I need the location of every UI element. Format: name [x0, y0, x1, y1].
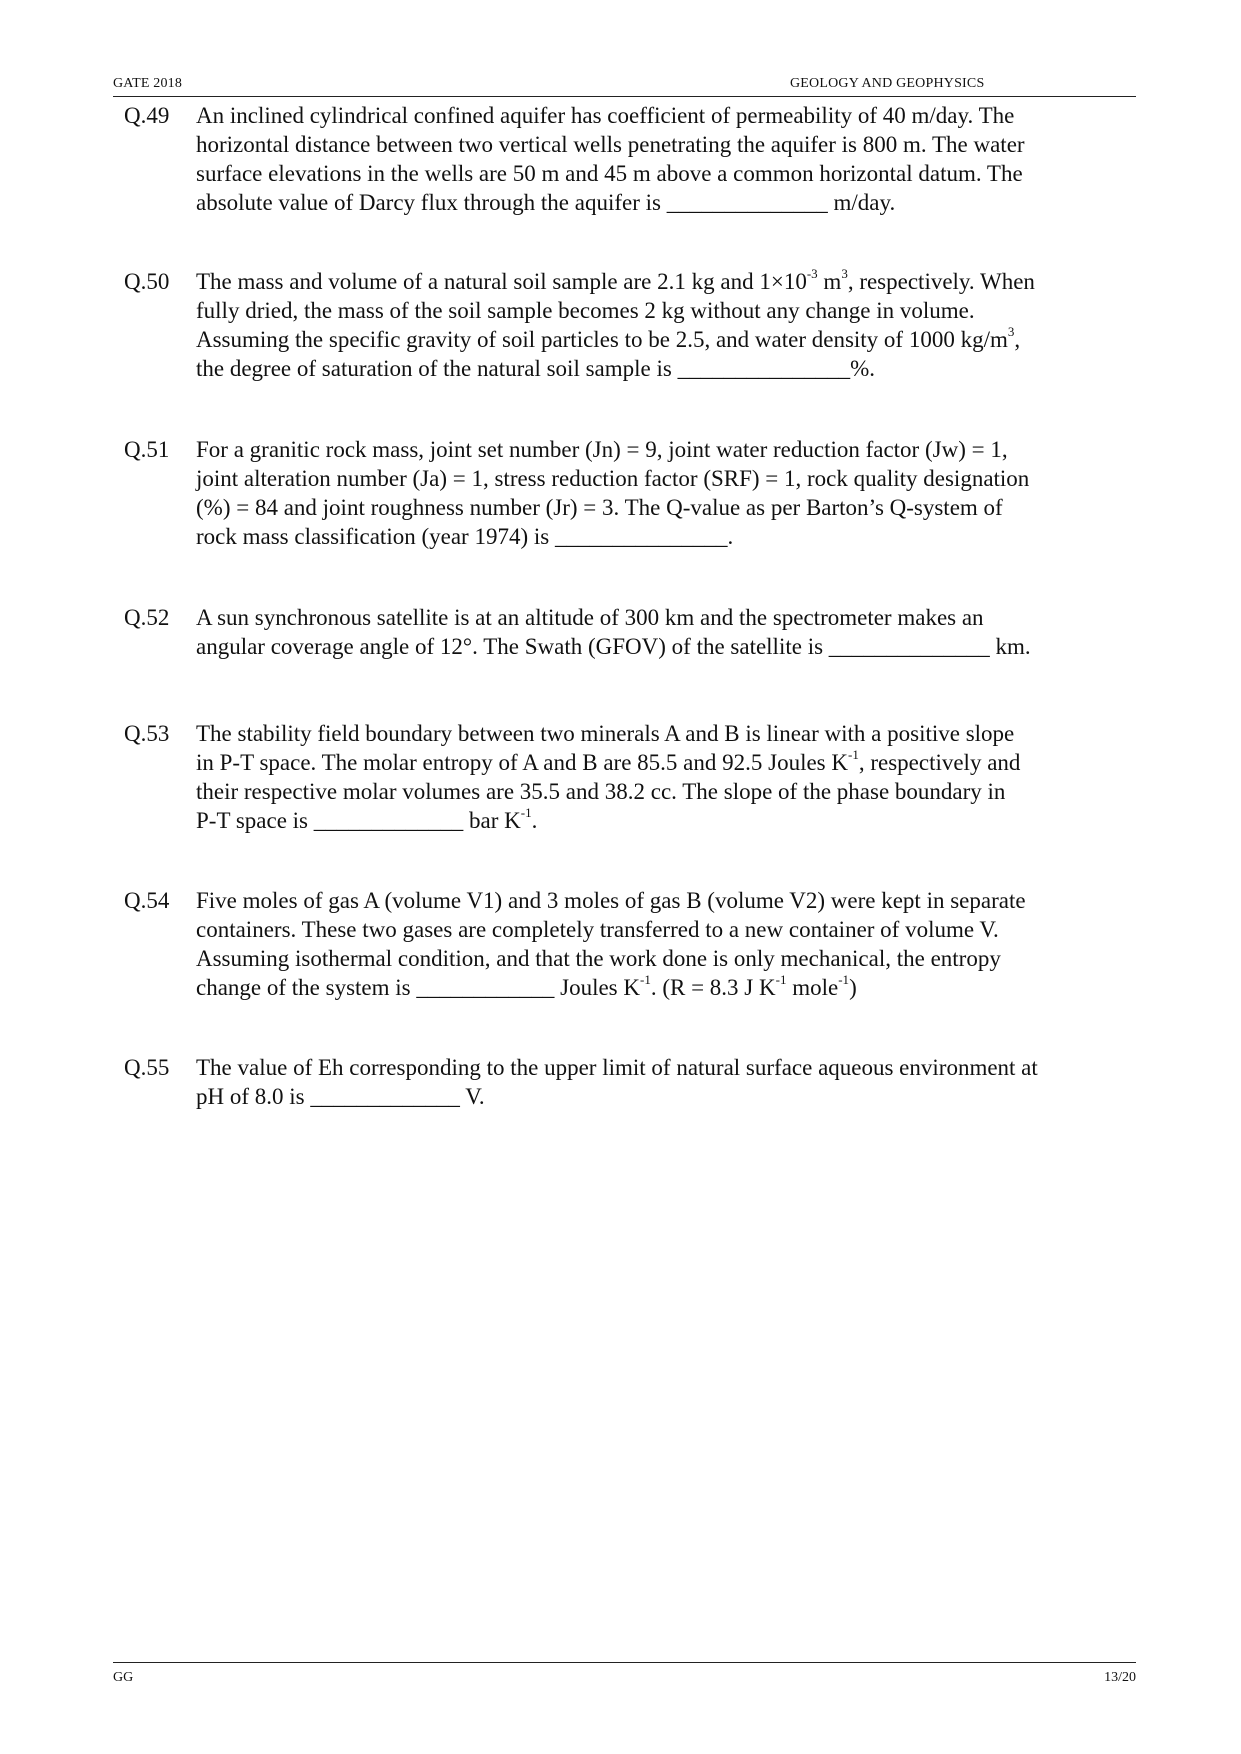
question-53 — [124, 719, 1134, 835]
text-line: horizontal distance between two vertical wells penetrating the aquifer is 800 m. The water — [196, 132, 1025, 157]
question-text — [196, 101, 1134, 217]
text-line: fully dried, the mass of the soil sample becomes 2 kg without any change in volume. — [196, 298, 975, 323]
question-number: Q.49 — [124, 103, 170, 128]
page-number: 13/20 — [1104, 1670, 1136, 1685]
question-49 — [124, 101, 1134, 217]
page-header — [113, 72, 1136, 97]
question-number: Q.52 — [124, 605, 170, 630]
text-line: Assuming isothermal condition, and that the work done is only mechanical, the entropy — [196, 946, 1001, 971]
text-line: For a granitic rock mass, joint set number (Jn) = 9, joint water reduction factor (Jw) = 1, — [196, 437, 1008, 462]
question-51 — [124, 435, 1134, 551]
text-line: The value of Eh corresponding to the upper limit of natural surface aqueous environment at — [196, 1055, 1038, 1080]
text-line: The mass and volume of a natural soil sample are 2.1 kg and $1\times 10^{-3}$ $m^3$, respectively. When — [196, 266, 1035, 294]
text-line: Assuming the specific gravity of soil particles to be 2.5, and water density of 1000 $kg/m^3$, — [196, 324, 1021, 352]
text-line: A sun synchronous satellite is at an altitude of 300 km and the spectrometer makes an — [196, 605, 984, 630]
text-line: rock mass classification (year 1974) is _______________. — [196, 524, 734, 549]
text-line: Five moles of gas A (volume V1) and 3 moles of gas B (volume V2) were kept in separate — [196, 888, 1026, 913]
question-number: Q.51 — [124, 437, 170, 462]
question-number: Q.54 — [124, 888, 170, 913]
paper-code: GG — [113, 1670, 134, 1685]
question-text — [196, 267, 1134, 383]
text-line: (%) = 84 and joint roughness number (Jr) = 3. The Q-value as per Barton’s Q-system of — [196, 495, 1003, 520]
question-number: Q.50 — [124, 269, 170, 294]
question-52 — [124, 603, 1134, 661]
exam-title: GATE 2018 — [113, 76, 183, 91]
text-line: The stability field boundary between two minerals A and B is linear with a positive slope — [196, 721, 1015, 746]
question-number: Q.55 — [124, 1055, 170, 1080]
question-number: Q.53 — [124, 721, 170, 746]
text-line: surface elevations in the wells are 50 m and 45 m above a common horizontal datum. The — [196, 161, 1023, 186]
text-line: change of the system is ____________ Joules $K^{-1}$. (R = 8.3 J $K^{-1}$ mole$^{-1}$) — [196, 972, 857, 1000]
text-line: An inclined cylindrical confined aquifer has coefficient of permeability of 40 m/day. The — [196, 103, 1015, 128]
text-line: in P-T space. The molar entropy of A and B are 85.5 and 92.5 Joules $K^{-1}$, respectively and — [196, 747, 1021, 775]
question-text — [196, 435, 1134, 551]
text-line: angular coverage angle of 12°. The Swath (GFOV) of the satellite is ______________ km. — [196, 634, 1031, 659]
text-line: absolute value of Darcy flux through the aquifer is ______________ m/day. — [196, 190, 896, 215]
question-text — [196, 603, 1134, 661]
question-50 — [124, 267, 1134, 383]
text-line: joint alteration number (Ja) = 1, stress reduction factor (SRF) = 1, rock quality designation — [196, 466, 1030, 491]
question-text — [196, 886, 1134, 1002]
text-line: P-T space is _____________ bar $K^{-1}$. — [196, 805, 538, 833]
text-line: the degree of saturation of the natural soil sample is _______________%. — [196, 356, 875, 381]
question-text — [196, 1053, 1134, 1111]
question-text — [196, 719, 1134, 835]
page-footer — [113, 1662, 1136, 1685]
text-line: pH of 8.0 is _____________ V. — [196, 1084, 485, 1109]
text-line: their respective molar volumes are 35.5 and 38.2 cc. The slope of the phase boundary in — [196, 779, 1006, 804]
question-54 — [124, 886, 1134, 1002]
text-line: containers. These two gases are completely transferred to a new container of volume V. — [196, 917, 999, 942]
question-55 — [124, 1053, 1134, 1111]
paper-subject: GEOLOGY AND GEOPHYSICS — [790, 76, 985, 91]
